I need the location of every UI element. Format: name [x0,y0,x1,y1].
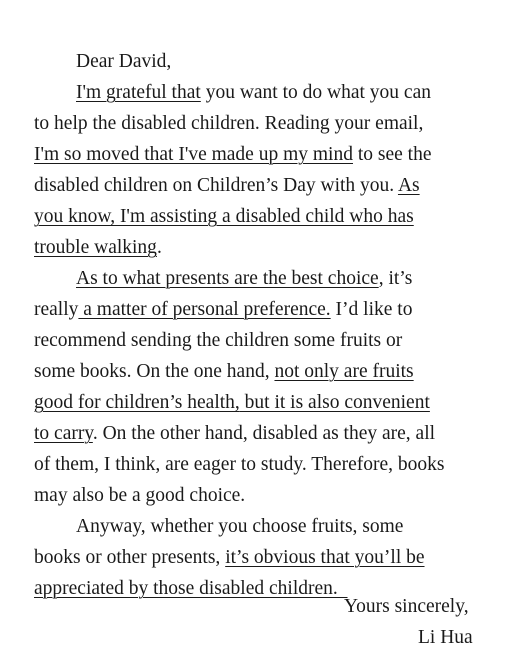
p3-line-1 [76,515,403,539]
text-run: recommend sending the children some fruits or [34,330,403,351]
underlined-phrase: it’s obvious that you’ll be [225,547,425,568]
p3-line-2 [34,546,425,570]
p2-line-1 [76,267,412,291]
p2-line-8 [34,484,245,508]
p1-line-4 [34,174,420,198]
text-run: I’d like to [330,299,413,320]
p2-line-4 [34,360,414,384]
underlined-phrase: trouble walking [34,237,157,258]
text-run: books or other presents, [34,547,226,568]
closing: Yours sincerely, [344,596,469,617]
underlined-phrase: to carry [34,423,93,444]
text-run: . On the other hand, disabled as they are, all [92,423,436,444]
text-run: you want to do what you can [200,82,431,103]
p1-line-2 [34,112,482,136]
underlined-phrase: As to what presents are the best choice [76,268,379,289]
text-run: . [156,237,162,258]
underlined-phrase: but it is also convenient [239,392,430,413]
p2-line-6 [34,422,435,446]
text-run: really [34,299,79,320]
text-run: may also be a good choice. [34,485,246,506]
text-run: to see the [352,144,432,165]
underlined-phrase: I'm grateful that [76,82,201,103]
underlined-phrase: a matter of personal preference. [78,299,331,320]
text-run: disabled children on Children’s Day with you. [34,175,398,196]
p1-line-3 [34,143,432,167]
p1-line-6 [34,236,162,260]
p2-line-3 [34,329,402,353]
p3-line-3 [34,577,348,601]
text-run: Anyway, whether you choose fruits, some [76,516,404,537]
underlined-phrase: appreciated by those disabled children. [34,578,348,599]
text-run: of them, I think, are eager to study. Therefore, books [34,454,445,475]
text-run: , it’s [378,268,413,289]
salutation: Dear David, [76,51,172,72]
signature: Li Hua [418,627,473,648]
underlined-phrase: As [397,175,420,196]
p2-line-7 [34,453,444,477]
underlined-phrase: I'm so moved that I've made up my mind [34,144,353,165]
underlined-phrase: good for children’s health, [34,392,240,413]
underlined-phrase: you know, I'm assisting a disabled child who has [34,206,414,227]
p2-line-2 [34,298,412,322]
p1-line-1 [76,81,431,105]
p1-line-5 [34,205,414,229]
text-run: to help the disabled children. Reading your email, [34,113,424,134]
text-run: some books. On the one hand, [34,361,275,382]
p2-line-5 [34,391,430,415]
underlined-phrase: not only are fruits [274,361,414,382]
